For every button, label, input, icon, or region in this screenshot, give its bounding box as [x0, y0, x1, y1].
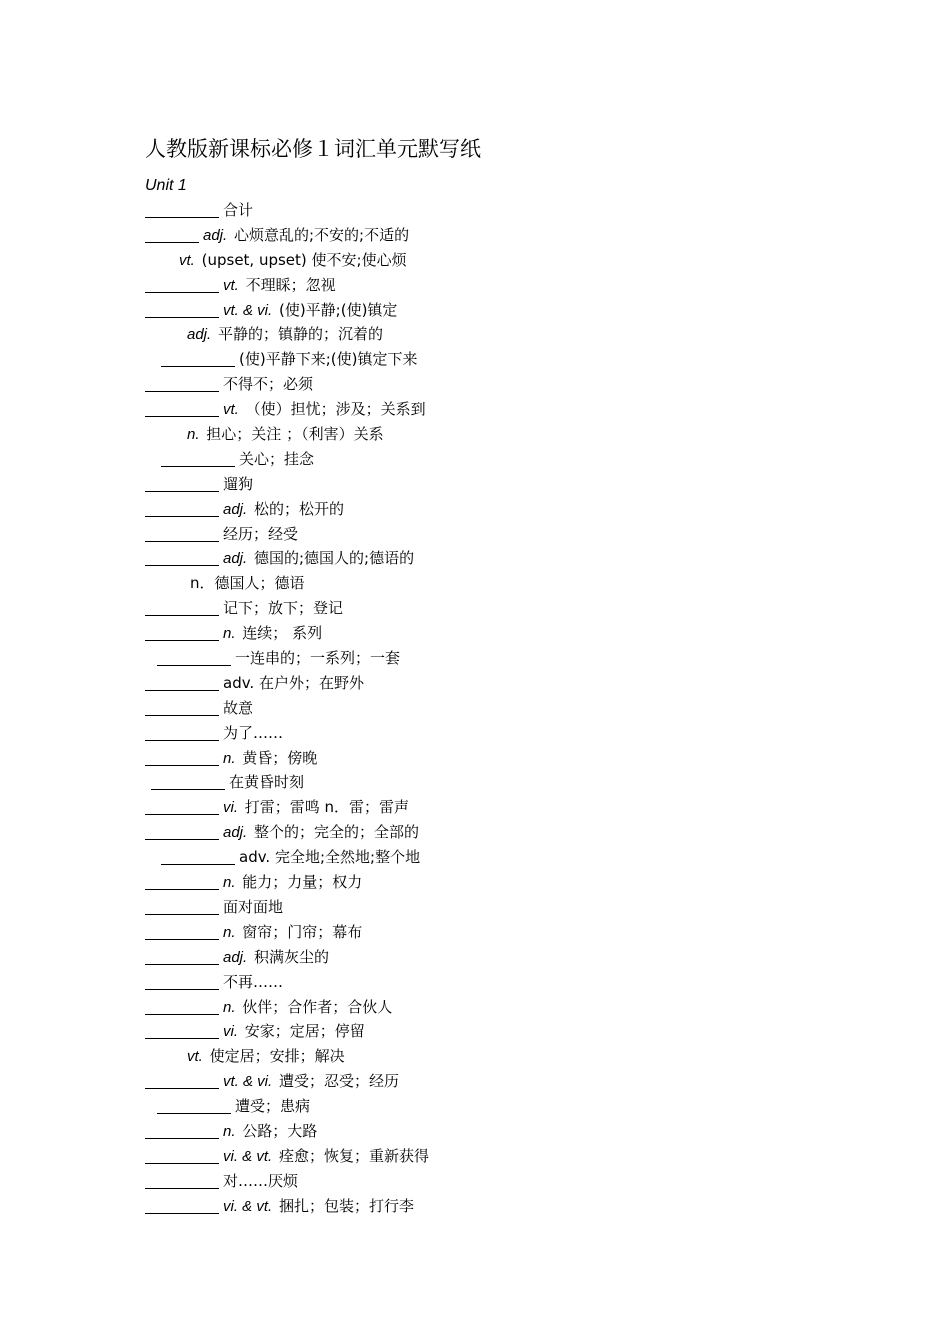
answer-blank[interactable]: [145, 799, 219, 815]
answer-blank[interactable]: [145, 625, 219, 641]
part-of-speech: adj.: [223, 550, 248, 568]
part-of-speech: vt.: [223, 276, 239, 294]
definition-text: 整个的；完全的；全部的: [253, 823, 419, 842]
definition-text: 公路；大路: [242, 1121, 318, 1140]
answer-blank[interactable]: [145, 974, 219, 990]
part-of-speech: vi.: [223, 1023, 238, 1041]
definition-text: 在黄昏时刻: [229, 773, 305, 792]
part-of-speech: n.: [223, 749, 236, 767]
answer-blank[interactable]: [145, 526, 219, 542]
vocab-entry: [145, 422, 845, 447]
vocab-entry: [145, 1144, 845, 1169]
definition-text: 故意: [223, 698, 254, 717]
definition-text: 一连串的；一系列；一套: [235, 649, 401, 668]
answer-blank[interactable]: [145, 1173, 219, 1189]
definition-text: 窗帘；门帘；幕布: [242, 922, 363, 941]
vocab-entry: [145, 372, 845, 397]
vocab-entry: [145, 1069, 845, 1094]
vocab-entry: [145, 322, 845, 347]
part-of-speech: vi.: [223, 799, 238, 817]
answer-blank[interactable]: [145, 1148, 219, 1164]
vocab-entry: [145, 770, 845, 795]
definition-text: n．德国人；德语: [190, 574, 305, 593]
vocab-entry: [145, 870, 845, 895]
part-of-speech: adj.: [223, 948, 248, 966]
vocab-entry: [145, 248, 845, 273]
definition-text: 积满灰尘的: [253, 947, 329, 966]
vocab-entry: [145, 696, 845, 721]
answer-blank[interactable]: [145, 476, 219, 492]
answer-blank[interactable]: [145, 501, 219, 517]
answer-blank[interactable]: [145, 401, 219, 417]
definition-text: 使定居；安排；解决: [209, 1047, 345, 1066]
definition-text: 不再……: [223, 972, 284, 991]
vocab-entry: [145, 472, 845, 497]
vocab-entry: [145, 1119, 845, 1144]
vocab-entry: [145, 198, 845, 223]
definition-text: (upset, upset) 使不安;使心烦: [201, 250, 407, 269]
definition-text: 平静的；镇静的；沉着的: [217, 325, 383, 344]
definition-text: 不得不；必须: [223, 375, 314, 394]
vocab-entry: [145, 1019, 845, 1044]
vocab-entry: [145, 223, 845, 248]
part-of-speech: n.: [223, 625, 236, 643]
vocab-entry: [145, 546, 845, 571]
vocab-entry: [145, 945, 845, 970]
unit-heading: Unit 1: [145, 177, 187, 194]
answer-blank[interactable]: [145, 1123, 219, 1139]
answer-blank[interactable]: [145, 675, 219, 691]
part-of-speech: n.: [187, 426, 200, 444]
definition-text: adv. 在户外；在野外: [223, 673, 364, 692]
answer-blank[interactable]: [145, 376, 219, 392]
answer-blank[interactable]: [145, 1073, 219, 1089]
vocab-entry: [145, 522, 845, 547]
definition-text: 记下；放下；登记: [223, 599, 344, 618]
definition-text: 遭受；患病: [235, 1097, 311, 1116]
part-of-speech: adj.: [187, 326, 212, 344]
part-of-speech: vi. & vt.: [223, 1197, 273, 1215]
part-of-speech: n.: [223, 874, 236, 892]
definition-text: 捆扎；包装；打行李: [278, 1196, 414, 1215]
part-of-speech: vt. & vi.: [223, 301, 273, 319]
part-of-speech: adj.: [223, 500, 248, 518]
vocab-entry: [145, 447, 845, 472]
vocab-entry: [145, 621, 845, 646]
vocab-entry: [145, 721, 845, 746]
answer-blank[interactable]: [145, 750, 219, 766]
definition-text: 不理睬；忽视: [245, 275, 336, 294]
definition-text: 德国的;德国人的;德语的: [253, 549, 415, 568]
definition-text: 能力；力量；权力: [242, 873, 363, 892]
answer-blank[interactable]: [161, 451, 235, 467]
vocab-entry: [145, 995, 845, 1020]
vocab-entry: [145, 347, 845, 372]
definition-text: 对……厌烦: [223, 1171, 299, 1190]
answer-blank[interactable]: [145, 924, 219, 940]
definition-text: 安家；定居；停留: [244, 1022, 365, 1041]
answer-blank[interactable]: [145, 302, 219, 318]
definition-text: 遭受；忍受；经历: [278, 1072, 399, 1091]
part-of-speech: n.: [223, 1122, 236, 1140]
vocab-entry: [145, 273, 845, 298]
definition-text: 松的；松开的: [253, 499, 344, 518]
definition-text: （使）担忧；涉及；关系到: [245, 400, 426, 419]
definition-text: 面对面地: [223, 897, 284, 916]
definition-text: 连续； 系列: [242, 624, 323, 643]
definition-text: 黄昏；傍晚: [242, 748, 318, 767]
answer-blank[interactable]: [145, 277, 219, 293]
part-of-speech: adj.: [223, 824, 248, 842]
definition-text: adv. 完全地;全然地;整个地: [239, 848, 421, 867]
definition-text: 心烦意乱的;不安的;不适的: [233, 225, 410, 244]
part-of-speech: n.: [223, 998, 236, 1016]
vocab-entry: [145, 397, 845, 422]
vocab-entry: [145, 746, 845, 771]
answer-blank[interactable]: [145, 899, 219, 915]
definition-text: 痊愈；恢复；重新获得: [278, 1146, 429, 1165]
definition-text: 为了……: [223, 723, 284, 742]
definition-text: 合计: [223, 201, 254, 219]
answer-blank[interactable]: [145, 700, 219, 716]
answer-blank[interactable]: [145, 824, 219, 840]
part-of-speech: adj.: [203, 226, 228, 244]
part-of-speech: vt.: [223, 401, 239, 419]
vocab-entry: [145, 920, 845, 945]
vocab-entry: [145, 895, 845, 920]
vocab-entry: [145, 820, 845, 845]
answer-blank[interactable]: [161, 849, 235, 865]
vocab-entry: [145, 1044, 845, 1069]
definition-text: 遛狗: [223, 474, 254, 493]
part-of-speech: vt.: [187, 1048, 203, 1066]
definition-text: 关心；挂念: [239, 449, 315, 468]
answer-blank[interactable]: [145, 202, 219, 218]
definition-text: 打雷；雷鸣 n．雷；雷声: [244, 798, 410, 817]
vocabulary-list: [145, 198, 845, 1219]
answer-blank[interactable]: [145, 949, 219, 965]
vocab-entry: [145, 671, 845, 696]
answer-blank[interactable]: [145, 999, 219, 1015]
answer-blank[interactable]: [145, 1023, 219, 1039]
definition-text: (使)平静;(使)镇定: [278, 300, 398, 319]
answer-blank[interactable]: [145, 725, 219, 741]
definition-text: 担心；关注 ；（利害）关系: [206, 425, 384, 444]
vocab-entry: [145, 795, 845, 820]
answer-blank[interactable]: [145, 1198, 219, 1214]
definition-text: (使)平静下来;(使)镇定下来: [239, 350, 418, 369]
vocab-entry: [145, 298, 845, 323]
vocab-entry: [145, 596, 845, 621]
part-of-speech: n.: [223, 923, 236, 941]
answer-blank[interactable]: [151, 774, 225, 790]
vocab-entry: [145, 1169, 845, 1194]
answer-blank[interactable]: [157, 650, 231, 666]
part-of-speech: vi. & vt.: [223, 1147, 273, 1165]
answer-blank[interactable]: [145, 550, 219, 566]
definition-text: 伙伴；合作者；合伙人: [242, 997, 393, 1016]
answer-blank[interactable]: [145, 600, 219, 616]
vocab-entry: [145, 497, 845, 522]
answer-blank[interactable]: [145, 227, 199, 243]
vocab-entry: [145, 845, 845, 870]
answer-blank[interactable]: [161, 351, 235, 367]
vocab-entry: [145, 1094, 845, 1119]
part-of-speech: vt. & vi.: [223, 1073, 273, 1091]
page-title: 人教版新课标必修１词汇单元默写纸: [145, 137, 481, 161]
definition-text: 经历；经受: [223, 524, 299, 543]
vocab-entry: [145, 571, 845, 596]
answer-blank[interactable]: [157, 1098, 231, 1114]
vocab-entry: [145, 646, 845, 671]
vocab-entry: [145, 1194, 845, 1219]
vocab-entry: [145, 970, 845, 995]
part-of-speech: vt.: [179, 251, 195, 269]
answer-blank[interactable]: [145, 874, 219, 890]
